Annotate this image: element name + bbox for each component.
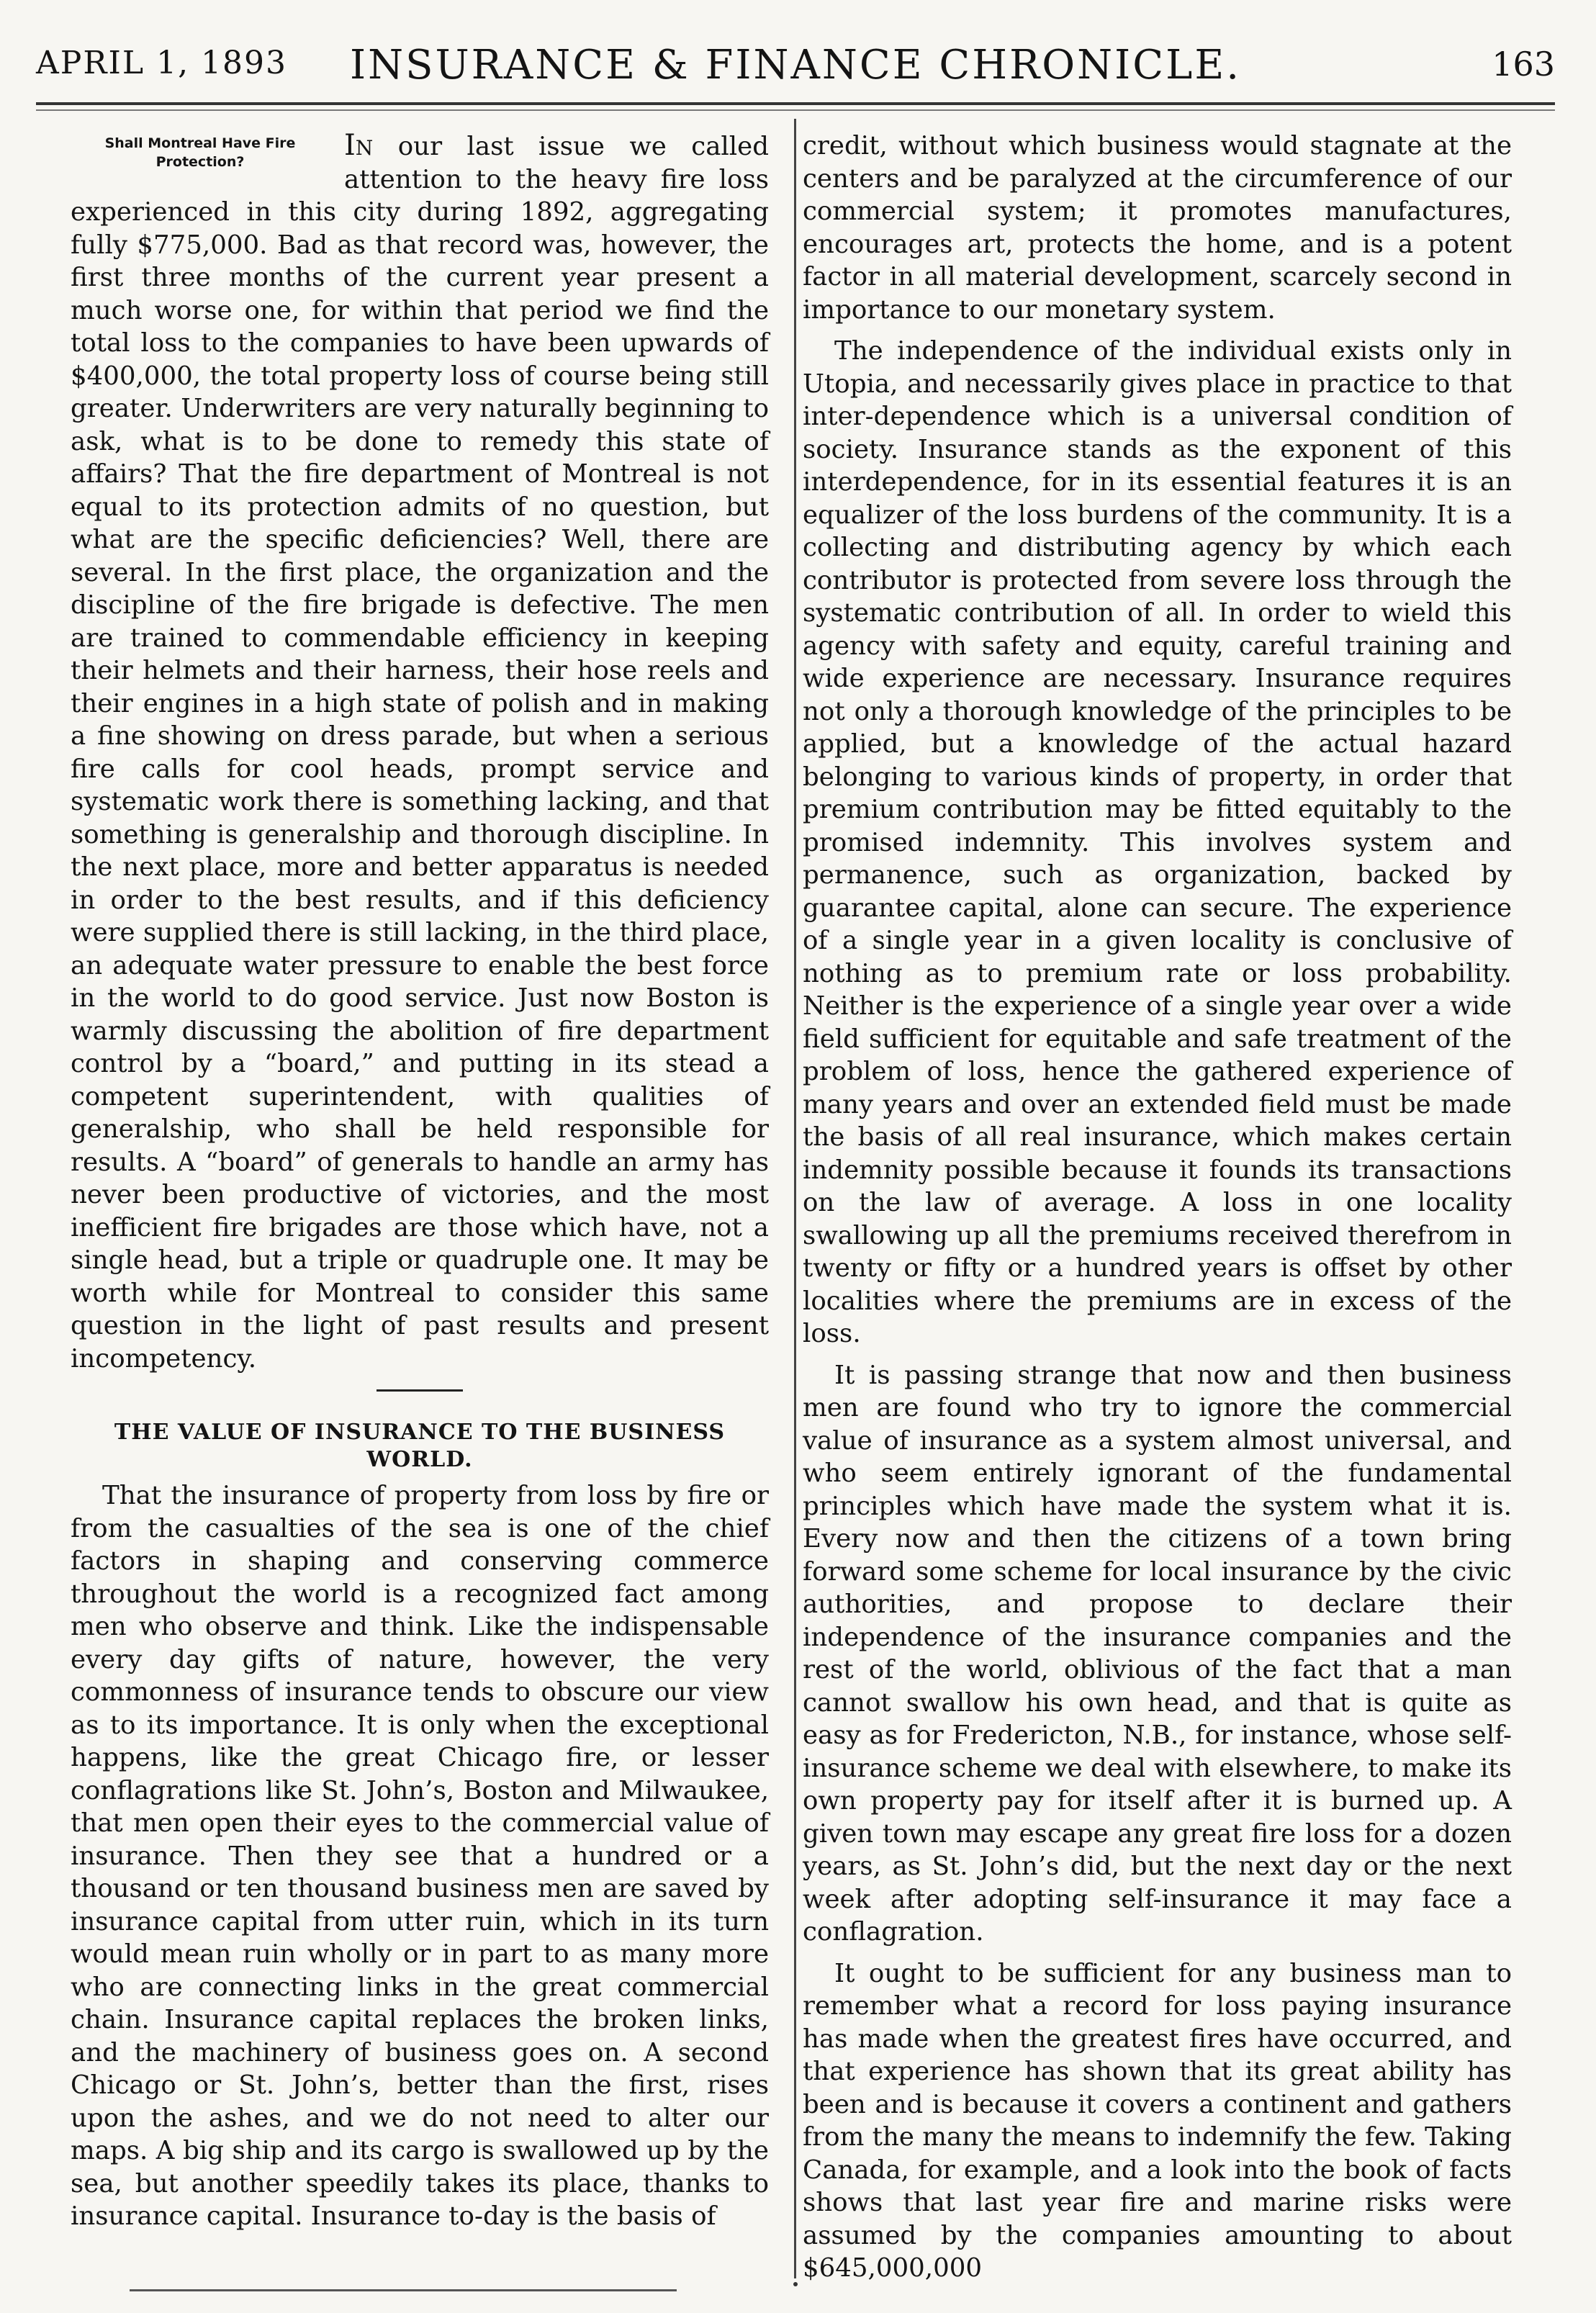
paragraph-interdependence: The independence of the individual exists only in Utopia, and necessarily gives place in practice to that inter-dependence which is a universal condition of society. Insurance stands as the exponent of this interdependence, for in its essential features it is an equalizer of the loss burdens of the community. It is a collecting and distributing agency by which each contributor is protected from severe loss through the systematic contribution of all. In order to wield this agency with safety and equity, careful training and wide experience are necessary. Insurance requires not only a thorough knowledge of the principles to be applied, but a knowledge of the actual hazard belonging to various kinds of property, in order that premium contribution may be fitted equitably to the promised indemnity. This involves system and permanence, such as organization, backed by guarantee capital, alone can secure. The experience of a single year in a given locality is conclusive of nothing as to premium rate or loss probability. Neither is the experience of a single year over a wide field sufficient for equitable and safe treatment of the problem of loss, hence the gathered experience of many years and over an extended field must be made the basis of all real insurance, which makes certain indemnity possible because it founds its transactions on the law of average. A loss in one locality swallowing up all the premiums received therefrom in twenty or fifty or a hundred years is offset by other localities where the premiums are in excess of the loss. xyxy=(803,336,1512,1348)
montreal-fire-article xyxy=(71,130,769,1375)
page-number: 163 xyxy=(1492,45,1555,84)
article-sidehead: Shall Montreal Have Fire Protection? xyxy=(104,135,296,170)
article-lead-word: In xyxy=(344,129,374,162)
paragraph-loss-record: It ought to be sufficient for any business man to remember what a record for loss paying insurance has made when the greatest fires have occurred, and that experience has shown that its great ability has been and is because it covers a continent and gathers from the many the means to indemnify the few. Taking Canada, for example, and a look into the book of facts shows that last year fire and marine risks were assumed by the companies amounting to about $645,000,000 xyxy=(803,1958,1512,2283)
column-divider xyxy=(794,119,796,2278)
footer-rule xyxy=(130,2289,677,2291)
issue-date: APRIL 1, 1893 xyxy=(36,45,288,81)
insurance-value-paragraph: That the insurance of property from loss by fire or from the casualties of the sea is one of the chief factors in shaping and conserving commerce throughout the world is a recognized fact among men who observe and think. Like the indispensable every day gifts of nature, however, the very commonness of insurance tends to obscure our view as to its importance. It is only when the exceptional happens, like the great Chicago fire, or lesser conflagrations like St. John’s, Boston and Milwaukee, that men open their eyes to the commercial value of insurance. Then they see that a hundred or a thousand or ten thousand business men are saved by insurance capital from utter ruin, which in its turn would mean ruin wholly or in part to as many more who are connecting links in the great commercial chain. Insurance capital replaces the broken links, and the machinery of business goes on. A second Chicago or St. John’s, better than the first, rises upon the ashes, and we do not need to alter our maps. A big ship and its cargo is swallowed up by the sea, but another speedily takes its place, thanks to insurance capital. Insurance to-day is the basis of xyxy=(71,1481,769,2231)
paragraph-self-insurance: It is passing strange that now and then business men are found who try to ignore the commercial value of insurance as a system almost universal, and who seem entirely ignorant of the fundamental principles which have made the system what it is. Every now and then the citizens of a town bring forward some scheme for local insurance by the civic authorities, and propose to declare their independence of the insurance companies and the rest of the world, oblivious of the fact that a man cannot swallow his own head, and that is quite as easy as for Fredericton, N.B., for instance, whose self-insurance scheme we deal with elsewhere, to make its own property pay for itself after it is burned up. A given town may escape any great fire loss for a dozen years, as St. John’s did, but the next day or the next week after adopting self-insurance it may face a conflagration. xyxy=(803,1360,1512,1947)
right-column xyxy=(803,130,1512,2285)
section-title: THE VALUE OF INSURANCE TO THE BUSINESS WORLD. xyxy=(114,1420,726,1472)
page-header xyxy=(36,29,1555,101)
header-rule xyxy=(36,102,1555,105)
paragraph-continued: credit, without which business would stagnate at the centers and be paralyzed at the circumference of our commercial system; it promotes manufactures, encourages art, protects the home, and is a potent factor in all material development, scarcely second in importance to our monetary system. xyxy=(803,131,1512,325)
publication-title: INSURANCE & FINANCE CHRONICLE. xyxy=(350,42,1241,89)
article-body: our last issue we called attention to the heavy fire loss experienced in this city during 1892, aggregating fully $775,000. Bad as that record was, however, the first three months of the current year present a much worse one, for within that period we find the total loss to the companies to have been upwards of $400,000, the total property loss of course being still greater. Underwriters are very naturally beginning to ask, what is to be done to remedy this state of affairs? That the fire department of Montreal is not equal to its protection admits of no question, but what are the specific deficiencies? Well, there are several. In the first place, the organization and the discipline of the fire brigade is defective. The men are trained to commendable efficiency in keeping their helmets and their harness, their hose reels and their engines in a high state of polish and in making a fine showing on dress parade, but when a serious fire calls for cool heads, prompt service and systematic work there is something lacking, and that something is generalship and thorough discipline. In the next place, more and better apparatus is needed in order to the best results, and if this deficiency were supplied there is still lacking, in the third place, an adequate water pressure to enable the best force in the world to do good service. Just now Boston is warmly discussing the abolition of fire department control by a “board,” and putting in its stead a competent superintendent, with qualities of generalship, who shall be held responsible for results. A “board” of generals to handle an army has never been productive of victories, and the most inefficient fire brigades are those which have, not a single head, but a triple or quadruple one. It may be worth while for Montreal to consider this same question in the light of past results and present incompetency. xyxy=(71,132,769,1374)
header-rule-thin xyxy=(36,109,1555,111)
footer-mark xyxy=(793,2282,798,2286)
left-column xyxy=(71,130,769,2233)
article-separator xyxy=(377,1389,463,1392)
